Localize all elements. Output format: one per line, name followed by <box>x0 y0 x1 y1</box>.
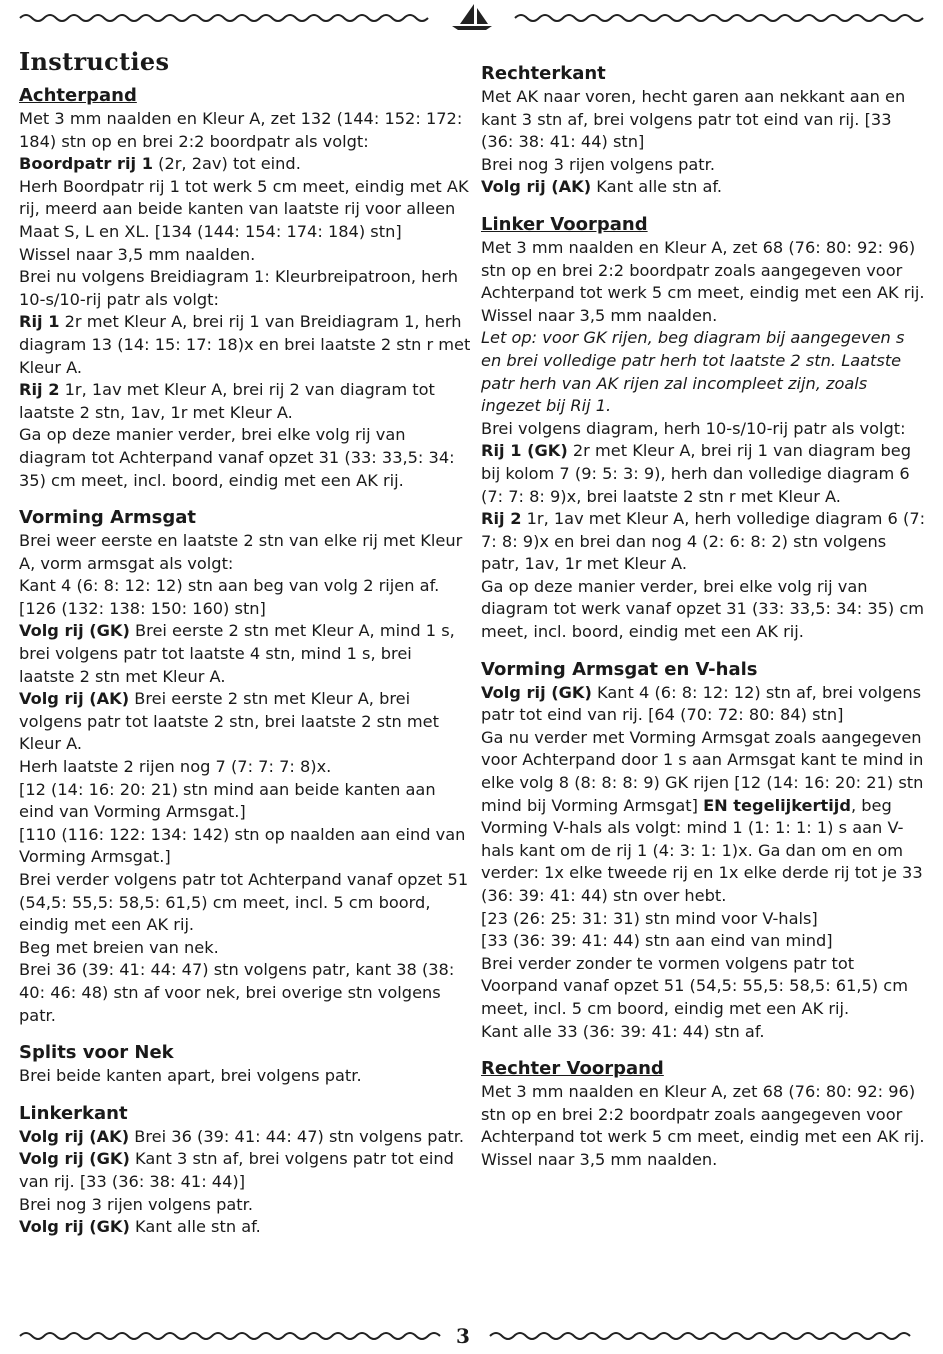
paragraph: [110 (116: 122: 134: 142) stn op naalden aan eind van Vorming Armsgat.] <box>19 824 466 867</box>
paragraph: Rij 2 1r, 1av met Kleur A, brei rij 2 van diagram tot laatste 2 stn, 1av, 1r met Kleur A. <box>19 380 435 422</box>
wave-border-top <box>0 2 943 30</box>
heading-rechterkant: Rechterkant <box>481 63 606 84</box>
paragraph: Boordpatr rij 1 (2r, 2av) tot eind. <box>19 154 301 174</box>
paragraph: Volg rij (GK) Kant alle stn af. <box>19 1217 261 1237</box>
paragraph: Brei beide kanten apart, brei volgens patr. <box>19 1066 362 1086</box>
left-column <box>19 84 471 1239</box>
paragraph: Wissel naar 3,5 mm naalden. <box>481 305 718 325</box>
page-title: Instructies <box>19 47 170 76</box>
paragraph: [23 (26: 25: 31: 31) stn mind voor V-hals] <box>481 908 818 928</box>
paragraph: Rij 2 1r, 1av met Kleur A, herh volledige diagram 6 (7: 7: 8: 9)x en brei dan nog 4 (2: 6: 8: 2) stn volgens patr, 1av, 1r met Kleur A. <box>481 509 926 574</box>
paragraph: Brei nog 3 rijen volgens patr. <box>481 154 715 174</box>
paragraph: Ga op deze manier verder, brei elke volg rij van diagram tot Achterpand vanaf opzet 31 (33: 33,5: 34: 35) cm meet, incl. boord, eindig met een AK rij. <box>19 425 455 490</box>
sailboat-icon <box>452 4 492 30</box>
paragraph: Volg rij (AK) Brei 36 (39: 41: 44: 47) stn volgens patr. <box>19 1126 465 1146</box>
paragraph: Kant 4 (6: 8: 12: 12) stn aan beg van volg 2 rijen af. [126 (132: 138: 150: 160) stn] <box>19 576 440 618</box>
heading-vorming-armsgat: Vorming Armsgat <box>19 507 196 529</box>
paragraph: Rij 1 2r met Kleur A, brei rij 1 van Breidiagram 1, herh diagram 13 (14: 15: 17: 18)x en brei laatste 2 stn r met Kleur A. <box>19 312 471 377</box>
paragraph: Brei nu volgens Breidiagram 1: Kleurbreipatroon, herh 10-s/10-rij patr als volgt: <box>19 267 459 309</box>
paragraph: Herh laatste 2 rijen nog 7 (7: 7: 7: 8)x. <box>19 757 332 777</box>
paragraph: Herh Boordpatr rij 1 tot werk 5 cm meet, eindig met AK rij, meerd aan beide kanten van laatste rij voor alleen Maat S, L en XL. [134 (144: 154: 174: 184) stn] <box>19 176 469 241</box>
heading-rechter-voorpand: Rechter Voorpand <box>481 1058 664 1080</box>
paragraph: Met 3 mm naalden en Kleur A, zet 68 (76: 80: 92: 96) stn op en brei 2:2 boordpatr zoals aangegeven voor Achterpand tot werk 5 cm meet, eindig met een AK rij. <box>481 1082 925 1147</box>
paragraph: Brei verder zonder te vormen volgens patr tot Voorpand vanaf opzet 51 (54,5: 55,5: 58,5: 61,5) cm meet, incl. 5 cm boord, eindig met een AK rij. <box>481 953 908 1018</box>
paragraph: Volg rij (GK) Kant 3 stn af, brei volgens patr tot eind van rij. [33 (36: 38: 41: 44)] <box>19 1149 454 1191</box>
paragraph: Volg rij (AK) Brei eerste 2 stn met Kleur A, brei volgens patr tot laatste 2 stn, brei laatste 2 stn met Kleur A. <box>19 689 439 754</box>
paragraph: Rij 1 (GK) 2r met Kleur A, brei rij 1 van diagram beg bij kolom 7 (9: 5: 3: 9), herh dan volledige diagram 6 (7: 7: 8: 9)x, brei laatste 2 stn r met Kleur A. <box>481 441 911 506</box>
paragraph: Volg rij (AK) Kant alle stn af. <box>481 177 723 197</box>
paragraph: Ga nu verder met Vorming Armsgat zoals aangegeven voor Achterpand door 1 s aan Armsgat kant te mind in elke volg 8 (8: 8: 8: 9) GK rijen [12 (14: 16: 20: 21) stn mind bij Vorming Armsgat] EN tegelijkertijd, beg Vorming V-hals als volgt: mind 1 (1: 1: 1: 1) s aan V-hals kant om de rij 1 (4: 3: 1: 1)x. Ga dan om en om verder: 1x elke tweede rij en 1x elke derde rij tot je 33 (36: 39: 41: 44) stn over hebt. <box>481 727 924 905</box>
right-column <box>481 62 927 1172</box>
paragraph: Volg rij (GK) Brei eerste 2 stn met Kleur A, mind 1 s, brei volgens patr tot laatste 4 stn, mind 1 s, brei laatste 2 stn met Kleur A. <box>19 621 455 686</box>
paragraph: Volg rij (GK) Kant 4 (6: 8: 12: 12) stn af, brei volgens patr tot eind van rij. [64 (70: 72: 80: 84) stn] <box>481 682 922 725</box>
note-paragraph: Let op: voor GK rijen, beg diagram bij aangegeven s en brei volledige patr herh tot laatste 2 stn. Laatste patr herh van AK rijen zal incompleet zijn, zoals ingezet bij Rij 1. <box>481 328 905 416</box>
heading-vorming-armsgat-vhals: Vorming Armsgat en V-hals <box>481 658 758 680</box>
heading-linkerkant: Linkerkant <box>19 1102 128 1124</box>
paragraph: Brei 36 (39: 41: 44: 47) stn volgens patr, kant 38 (38: 40: 46: 48) stn af voor nek, brei overige stn volgens patr. <box>19 960 455 1025</box>
heading-splits-voor-nek: Splits voor Nek <box>19 1042 174 1064</box>
paragraph: Met 3 mm naalden en Kleur A, zet 68 (76: 80: 92: 96) stn op en brei 2:2 boordpatr zoals aangegeven voor Achterpand tot werk 5 cm meet, eindig met een AK rij. <box>481 237 925 303</box>
paragraph: Met 3 mm naalden en Kleur A, zet 132 (144: 152: 172: 184) stn op en brei 2:2 boordpatr als volgt: <box>19 109 463 151</box>
heading-achterpand: Achterpand <box>19 85 137 106</box>
paragraph: Brei verder volgens patr tot Achterpand vanaf opzet 51 (54,5: 55,5: 58,5: 61,5) cm meet, incl. 5 cm boord, eindig met een AK rij. <box>19 870 469 935</box>
paragraph: Beg met breien van nek. <box>19 937 219 957</box>
paragraph: Met AK naar voren, hecht garen aan nekkant aan en kant 3 stn af, brei volgens patr tot eind van rij. [33 (36: 38: 41: 44) stn] <box>481 87 906 152</box>
page-number: 3 <box>448 1324 478 1348</box>
paragraph: Brei weer eerste en laatste 2 stn van elke rij met Kleur A, vorm armsgat als volgt: <box>19 531 463 573</box>
heading-linker-voorpand: Linker Voorpand <box>481 213 648 235</box>
paragraph: Wissel naar 3,5 mm naalden. <box>481 1149 718 1169</box>
paragraph: Brei nog 3 rijen volgens patr. <box>19 1194 253 1214</box>
paragraph: Kant alle 33 (36: 39: 41: 44) stn af. <box>481 1021 765 1041</box>
paragraph: Ga op deze manier verder, brei elke volg rij van diagram tot werk vanaf opzet 31 (33: 33,5: 34: 35) cm meet, incl. boord, eindig met een AK rij. <box>481 576 925 642</box>
paragraph: [33 (36: 39: 41: 44) stn aan eind van mind] <box>481 931 833 951</box>
paragraph: Wissel naar 3,5 mm naalden. <box>19 244 256 264</box>
paragraph: Brei volgens diagram, herh 10-s/10-rij patr als volgt: <box>481 418 906 438</box>
paragraph: [12 (14: 16: 20: 21) stn mind aan beide kanten aan eind van Vorming Armsgat.] <box>19 779 436 822</box>
